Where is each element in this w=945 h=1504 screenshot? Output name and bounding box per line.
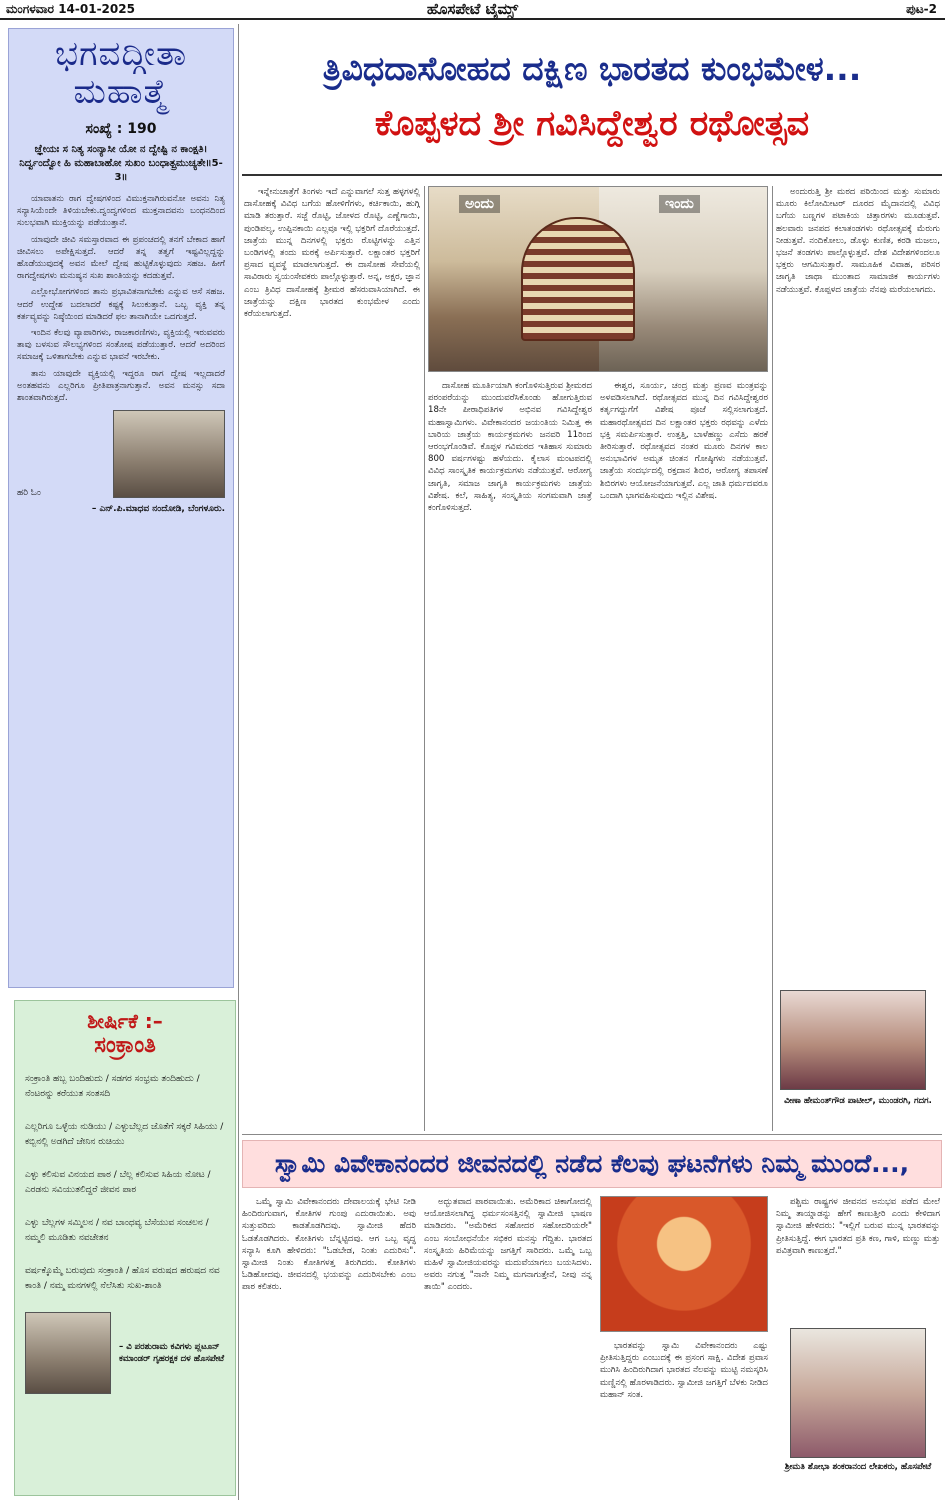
viv-text: ಒಮ್ಮೆ ಸ್ವಾಮಿ ವಿವೇಕಾನಂದರು ದೇವಾಲಯಕ್ಕೆ ಭೇಟಿ ನೀಡಿ ಹಿಂದಿರುಗುವಾಗ, ಕೋತಿಗಳ ಗುಂಪು ಎದುರಾಯಿತು. ಅವು ಸುತ್ತುವರಿದು ಕಾಡತೊಡಗಿದವು. ಸ್ವಾಮೀಜಿ ಹೆದರಿ ಓಡತೊಡಗಿದರು. ಕೋತಿಗಳು ಬೆನ್ನಟ್ಟಿದವು. ಆಗ ಒಬ್ಬ ವೃದ್ಧ ಸನ್ಯಾಸಿ ಕೂಗಿ ಹೇಳಿದರು: "ಓಡಬೇಡ, ನಿಂತು ಎದುರಿಸು". ಸ್ವಾಮೀಜಿ ನಿಂತು ಕೋತಿಗಳತ್ತ ತಿರುಗಿದರು. ಕೋತಿಗಳು ಓಡಿಹೋದವು. ಜೀವನದಲ್ಲಿ ಭಯವನ್ನು ಎದುರಿಸಬೇಕು ಎಂಬ ಪಾಠ ಕಲಿತರು. (242, 1197, 416, 1293)
chariot-photo (428, 186, 768, 372)
column-divider (424, 186, 425, 1131)
gita-title-line1: ಭಗವದ್ಗೀತಾ (54, 34, 188, 74)
main-headline-1: ತ್ರಿವಿಧದಾಸೋಹದ ದಕ್ಷಿಣ ಭಾರತದ ಕುಂಭಮೇಳ... (322, 49, 862, 88)
gita-para: ತಾನು ಯಾವುದೇ ವ್ಯಕ್ತಿಯಲ್ಲಿ ಇದ್ದರೂ ರಾಗ ದ್ವೇಷ ಇಲ್ಲದಾದರೆ ಅಂತಹವನು ಎಲ್ಲರಿಗೂ ಪ್ರೀತಿಪಾತ್ರನಾಗುತ್ತಾನೆ. ಅವನ ಮನಸ್ಸು ಸದಾ ಶಾಂತವಾಗಿರುತ್ತದೆ. (17, 368, 225, 404)
gita-para: ಇಂದಿನ ಕೆಲವು ವ್ಯಾಪಾರಿಗಳು, ರಾಜಕಾರಣಿಗಳು, ವ್ಯಕ್ತಿಯಲ್ಲಿ ಇರುವವರು ತಾವು ಬಳಸುವ ಸೌಲಭ್ಯಗಳಿಂದ ಸಂತೋಷ ಪಡೆಯುತ್ತಾರೆ. ಆದರೆ ಅದರಿಂದ ಸಮಾಜಕ್ಕೆ ಒಳಿತಾಗಬೇಕು ಎನ್ನುವ ಭಾವನೆ ಇರಬೇಕು. (17, 328, 225, 363)
article-text: ಇನ್ನೇನುಚಾತ್ರೆಗೆ ತಿಂಗಳು ಇದೆ ಎನ್ನುವಾಗಲೆ ಸುತ್ತ ಹಳ್ಳಗಳಲ್ಲಿ ದಾಸೋಹಕ್ಕೆ ವಿವಿಧ ಬಗೆಯ ಹೋಳಿಗೆಗಳು, ಕರ್ಚಿಕಾಯಿ, ಹುಗ್ಗಿ ಮಾಡಿ ತರುತ್ತಾರೆ. ಸಜ್ಜೆ ರೊಟ್ಟಿ, ಜೋಳದ ರೊಟ್ಟಿ, ಎಣ್ಣೆಗಾಯಿ, ಪುಂಡಿಪಲ್ಯ, ಉಪ್ಪಿನಕಾಯಿ ಎಲ್ಲವೂ ಇಲ್ಲಿ ಭಕ್ತರಿಗೆ ದೊರೆಯುತ್ತದೆ. ಜಾತ್ರೆಯ ಮುನ್ನ ದಿನಗಳಲ್ಲಿ ಭಕ್ತರು ರೊಟ್ಟಿಗಳನ್ನು ಎತ್ತಿನ ಬಂಡಿಗಳಲ್ಲಿ ತಂದು ಮಠಕ್ಕೆ ಅರ್ಪಿಸುತ್ತಾರೆ. ಲಕ್ಷಾಂತರ ಭಕ್ತರಿಗೆ ಪ್ರಸಾದ ವ್ಯವಸ್ಥೆ ಮಾಡಲಾಗುತ್ತದೆ. ಈ ದಾಸೋಹ ಸೇವೆಯಲ್ಲಿ ಸಾವಿರಾರು ಸ್ವಯಂಸೇವಕರು ಪಾಲ್ಗೊಳ್ಳುತ್ತಾರೆ. ಅನ್ನ, ಅಕ್ಷರ, ಜ್ಞಾನ ಎಂಬ ತ್ರಿವಿಧ ದಾಸೋಹಕ್ಕೆ ಶ್ರೀಮಠ ಹೆಸರುವಾಸಿಯಾಗಿದೆ. ಈ ಜಾತ್ರೆಯನ್ನು ದಕ್ಷಿಣ ಭಾರತದ ಕುಂಭಮೇಳ ಎಂದು ಕರೆಯಲಾಗುತ್ತದೆ. (244, 187, 420, 320)
article-column-1 (244, 186, 420, 1131)
poem-stanza: ಎಳ್ಳು ಕಲಿಸುವ ವಿನಯದ ಪಾಠ / ಬೆಲ್ಲ ಕಲಿಸುವ ಸಿಹಿಯ ನೋಟ / ಎರಡನು ಸವಿಯುತಲಿದ್ದರೆ ಜೀವನ ಪಾಠ (25, 1170, 211, 1195)
viv-text: ಅದ್ಭುತವಾದ ಪಾಠವಾಯಿತು. ಅಮೆರಿಕಾದ ಚಿಕಾಗೋದಲ್ಲಿ ಆಯೋಜಿಸಲಾಗಿದ್ದ ಧರ್ಮಸಂಸತ್ತಿನಲ್ಲಿ ಸ್ವಾಮೀಜಿ ಭಾಷಣ ಮಾಡಿದರು. "ಅಮೆರಿಕದ ಸಹೋದರ ಸಹೋದರಿಯರೇ" ಎಂಬ ಸಂಬೋಧನೆಯೇ ಸಭಿಕರ ಮನಸ್ಸು ಗೆದ್ದಿತು. ಭಾರತದ ಸಂಸ್ಕೃತಿಯ ಹಿರಿಮೆಯನ್ನು ಜಗತ್ತಿಗೆ ಸಾರಿದರು. ಒಮ್ಮೆ ಒಬ್ಬ ಮಹಿಳೆ ಸ್ವಾಮೀಜಿಯವರನ್ನು ಮದುವೆಯಾಗಲು ಬಯಸಿದಳು. ಅವರು ನಗುತ್ತ "ನಾನೇ ನಿಮ್ಮ ಮಗನಾಗುತ್ತೇನೆ, ನೀವು ನನ್ನ ತಾಯಿ" ಎಂದರು. (424, 1197, 592, 1293)
writer-photo (780, 990, 926, 1090)
vivekananda-headline: ಸ್ವಾಮಿ ವಿವೇಕಾನಂದರ ಜೀವನದಲ್ಲಿ ನಡೆದ ಕೆಲವು ಘಟನೆಗಳು ನಿಮ್ಮ ಮುಂದೆ..., (274, 1149, 910, 1178)
viv-column-2 (424, 1196, 592, 1496)
article-text: ಅಂದುರುತ್ತಿ ಶ್ರೀ ಮಠದ ಪಠಿಯಿಂದ ಮತ್ತು ಸುಮಾರು ಮೂರು ಕಿಲೋಮೀಟರ್ ದೂರದ ಮೈದಾನದಲ್ಲಿ ವಿವಿಧ ಬಗೆಯ ಬಣ್ಣಗಳ ಪಟಾಕಿಯ ಚಿತ್ತಾರಗಳು ಮೂಡುತ್ತವೆ. ಹಲವಾರು ಜನಪದ ಕಲಾತಂಡಗಳು ರಥೋತ್ಸವಕ್ಕೆ ಮೆರುಗು ನೀಡುತ್ತವೆ. ನಂದಿಕೋಲು, ಡೊಳ್ಳು ಕುಣಿತ, ಕರಡಿ ಮಜಲು, ಭಜನೆ ತಂಡಗಳು ಪಾಲ್ಗೊಳ್ಳುತ್ತವೆ. ದೇಶ ವಿದೇಶಗಳಿಂದಲೂ ಭಕ್ತರು ಆಗಮಿಸುತ್ತಾರೆ. ಸಾಮೂಹಿಕ ವಿವಾಹ, ಪರಿಸರ ಜಾಗೃತಿ ಜಾಥಾ ಮುಂತಾದ ಸಾಮಾಜಿಕ ಕಾರ್ಯಗಳು ನಡೆಯುತ್ತವೆ. ಕೊಪ್ಪಳದ ಜಾತ್ರೆಯ ನೆನಪು ಮರೆಯಲಾಗದು. (776, 187, 940, 295)
page-number: ಪುಟ-2 (906, 2, 937, 16)
vivekananda-headline-block (242, 1140, 942, 1188)
column-divider (772, 186, 773, 1131)
viv-text: ಪಶ್ಚಿಮ ರಾಷ್ಟ್ರಗಳ ಜೀವನದ ಅನುಭವ ಪಡೆದ ಮೇಲೆ ನಿಮ್ಮ ತಾಯ್ನಾಡನ್ನು ಹೇಗೆ ಕಾಣುತ್ತೀರಿ ಎಂದು ಕೇಳಿದಾಗ ಸ್ವಾಮೀಜಿ ಹೇಳಿದರು: "ಇಲ್ಲಿಗೆ ಬರುವ ಮುನ್ನ ಭಾರತವನ್ನು ಪ್ರೀತಿಸುತ್ತಿದ್ದೆ. ಈಗ ಭಾರತದ ಪ್ರತಿ ಕಣ, ಗಾಳಿ, ಮಣ್ಣು ಮತ್ತು ಪವಿತ್ರವಾಗಿ ಕಾಣುತ್ತದೆ." (776, 1197, 940, 1256)
vivekananda-portrait (600, 1196, 768, 1332)
gita-column (8, 28, 234, 988)
viv-text: ಭಾರತವನ್ನು ಸ್ವಾಮಿ ವಿವೇಕಾನಂದರು ಎಷ್ಟು ಪ್ರೀತಿಸುತ್ತಿದ್ದರು ಎಂಬುದಕ್ಕೆ ಈ ಪ್ರಸಂಗ ಸಾಕ್ಷಿ. ವಿದೇಶ ಪ್ರವಾಸ ಮುಗಿಸಿ ಹಿಂದಿರುಗಿದಾಗ ಭಾರತದ ನೆಲವನ್ನು ಮುಟ್ಟಿ ನಮಸ್ಕರಿಸಿ ಮಣ್ಣಿನಲ್ಲಿ ಹೊರಳಾಡಿದರು. ಸ್ವಾಮೀಜಿ ಜಗತ್ತಿಗೆ ಬೆಳಕು ನೀಡಿದ ಮಹಾನ್ ಸಂತ. (600, 1341, 768, 1400)
poem-title-label: ಶೀರ್ಷಿಕೆ :– (87, 1009, 163, 1033)
gita-number: ಸಂಖ್ಯೆ : 190 (85, 121, 157, 137)
photo-label-then: ಅಂದು (459, 195, 500, 213)
gita-closing: ಹರಿ ಓಂ (17, 488, 41, 499)
page-header (0, 0, 945, 20)
gita-body (17, 193, 225, 404)
photo-label-now: ಇಂದು (659, 195, 700, 213)
poem-stanza: ವರ್ಷಕ್ಕೊಮ್ಮೆ ಬರುವುದು ಸಂಕ್ರಾಂತಿ / ಹೊಸ ವರುಷದ ಹರುಷದ ನವ ಕಾಂತಿ / ನಮ್ಮ ಮನಗಳಲ್ಲಿ ನೆಲೆಸಿತು ಸುಖ-ಶಾಂತಿ (25, 1266, 220, 1291)
article-text: ದಾಸೋಹ ಮೂರ್ತಿಯಾಗಿ ಕಂಗೊಳಿಸುತ್ತಿರುವ ಶ್ರೀಮಠದ ಪರಂಪರೆಯನ್ನು ಮುಂದುವರೆಸಿಕೊಂಡು ಹೋಗುತ್ತಿರುವ 18ನೇ ಪೀಠಾಧಿಪತಿಗಳ ಅಭಿನವ ಗವಿಸಿದ್ದೇಶ್ವರ ಮಹಾಸ್ವಾಮಿಗಳು. ವಿವೇಕಾನಂದರ ಜಯಂತಿಯ ನಿಮಿತ್ತ ಈ ಬಾರಿಯ ಜಾತ್ರೆಯ ಕಾರ್ಯಕ್ರಮಗಳು ಜನವರಿ 11ರಿಂದ ಆರಂಭಗೊಂಡಿವೆ. ಕೊಪ್ಪಳ ಗವಿಮಠದ ಇತಿಹಾಸ ಸುಮಾರು 800 ವರ್ಷಗಳಷ್ಟು ಹಳೆಯದು. ಕೈಲಾಸ ಮಂಟಪದಲ್ಲಿ ವಿವಿಧ ಸಾಂಸ್ಕೃತಿಕ ಕಾರ್ಯಕ್ರಮಗಳು ನಡೆಯುತ್ತವೆ. ಆರೋಗ್ಯ ಜಾಗೃತಿ, ಸಮಾಜ ಜಾಗೃತಿ ಕಾರ್ಯಕ್ರಮಗಳು ಜಾತ್ರೆಯ ವಿಶೇಷ. ಕಲೆ, ಸಾಹಿತ್ಯ, ಸಂಸ್ಕೃತಿಯ ಸಂಗಮವಾಗಿ ಜಾತ್ರೆ ಕಂಗೊಳಿಸುತ್ತದೆ. (428, 381, 592, 514)
author-photo (113, 410, 225, 498)
gita-title-line2: ಮಹಾತ್ಮೆ (73, 72, 169, 112)
poem-box (14, 1000, 236, 1496)
poem-stanza: ಎಲ್ಲರಿಗೂ ಒಳ್ಳೆಯ ನುಡಿಯು / ಎಳ್ಳುಬೆಲ್ಲದ ಜೊತೆಗೆ ಸಕ್ಕರೆ ಸಿಹಿಯು / ಕಬ್ಬಿನಲ್ಲಿ ಅಡಗಿದೆ ಜೇನಿನ ರುಚಿಯು (25, 1122, 224, 1147)
gita-author: – ಎನ್.ಪಿ.ಮಾಧವ ನಂದೋಡಿ, ಬೆಂಗಳೂರು. (91, 504, 225, 515)
viv-column-1 (242, 1196, 416, 1496)
article-author: ವೀಣಾ ಹೇಮಂತ್‌ಗೌಡ ಪಾಟೀಲ್, ಮುಂಡರಗಿ, ಗದಗ. (784, 1096, 932, 1106)
main-headline-block (242, 30, 942, 176)
poem-stanza: ಸಂಕ್ರಾಂತಿ ಹಬ್ಬ ಬಂದಿಹುದು / ಸಡಗರ ಸಂಭ್ರಮ ತಂದಿಹುದು / ನೆಂಟರನ್ನು ಕರೆಯುತ ಸಂತಸದಿ (25, 1074, 200, 1099)
article-text: ಈಶ್ವರ, ಸೂರ್ಯ, ಚಂದ್ರ ಮತ್ತು ಪ್ರಣವ ಮಂತ್ರವನ್ನು ಅಳವಡಿಸಲಾಗಿದೆ. ರಥೋತ್ಸವದ ಮುನ್ನ ದಿನ ಗವಿಸಿದ್ದೇಶ್ವರರ ಕರ್ತೃಗದ್ದುಗೆಗೆ ವಿಶೇಷ ಪೂಜೆ ಸಲ್ಲಿಸಲಾಗುತ್ತದೆ. ಮಹಾರಥೋತ್ಸವದ ದಿನ ಲಕ್ಷಾಂತರ ಭಕ್ತರು ರಥವನ್ನು ಎಳೆದು ಭಕ್ತಿ ಸಮರ್ಪಿಸುತ್ತಾರೆ. ಉತ್ತತ್ತಿ, ಬಾಳೆಹಣ್ಣು ಎಸೆದು ಹರಕೆ ತೀರಿಸುತ್ತಾರೆ. ರಥೋತ್ಸವದ ನಂತರ ಮೂರು ದಿನಗಳ ಕಾಲ ಅನುಭಾವಿಗಳ ಅಮೃತ ಚಿಂತನ ಗೋಷ್ಠಿಗಳು ನಡೆಯುತ್ತವೆ. ಜಾತ್ರೆಯ ಸಂದರ್ಭದಲ್ಲಿ ರಕ್ತದಾನ ಶಿಬಿರ, ಆರೋಗ್ಯ ತಪಾಸಣೆ ಶಿಬಿರಗಳು ಆಯೋಜನೆಯಾಗುತ್ತವೆ. ಎಲ್ಲ ಜಾತಿ ಧರ್ಮದವರೂ ಒಂದಾಗಿ ಭಾಗವಹಿಸುವುದು ಇಲ್ಲಿನ ವಿಶೇಷ. (600, 381, 768, 501)
main-headline-2: ಕೊಪ್ಪಳದ ಶ್ರೀ ಗವಿಸಿದ್ದೇಶ್ವರ ರಥೋತ್ಸವ (374, 104, 810, 144)
article-column-4 (776, 186, 940, 981)
gita-para: ಯಾವುದೇ ಜೀವಿ ಸಮಸ್ತಾರವಾದ ಈ ಪ್ರಪಂಚದಲ್ಲಿ ತನಗೆ ಬೇಕಾದ ಹಾಗೆ ಜೀವಿಸಲು ಅಪೇಕ್ಷಿಸುತ್ತದೆ. ಆದರೆ ತನ್ನ ತತ್ವಗೆ ಇಷ್ಟವಿಲ್ಲದ್ದನ್ನು ಹೊಡೆಯುವುದಕ್ಕೆ ಅವನ ಮೇಲೆ ದ್ವೇಷ ಹುಟ್ಟಿಕೊಳ್ಳುವುದು ಸಹಜ. ಹೀಗೆ ರಾಗದ್ವೇಷಗಳು ಮನುಷ್ಯನ ಸುಖ ಶಾಂತಿಯನ್ನು ಕದಡುತ್ತವೆ. (17, 234, 225, 282)
viv-writer-photo (790, 1328, 926, 1458)
gita-para: ಎಲ್ಲೋಭೋಗಗಳಿಂದ ತಾನು ಪ್ರಭಾವಿತನಾಗಬೇಕು ಎನ್ನುವ ಆಸೆ ಸಹಜ. ಆದರೆ ಉದ್ದೇಶ ಬದಲಾದರೆ ಕಷ್ಟಕ್ಕೆ ಸಿಲುಕುತ್ತಾನೆ. ಒಬ್ಬ ವ್ಯಕ್ತಿ ತನ್ನ ಕರ್ತವ್ಯವನ್ನು ನಿಷ್ಠೆಯಿಂದ ಮಾಡಿದರೆ ಫಲ ತಾನಾಗಿಯೇ ಒದಗುತ್ತದೆ. (17, 287, 225, 322)
poem-title: ಸಂಕ್ರಾಂತಿ (94, 1033, 156, 1058)
article-column-2 (428, 380, 592, 1131)
section-divider (242, 1134, 942, 1135)
gita-shloka: ಜ್ಞೇಯಃ ಸ ನಿತ್ಯ ಸಂನ್ಯಾಸೀ ಯೋ ನ ದ್ವೇಷ್ಟಿ ನ ಕಾಂಕ್ಷತಿ। ನಿರ್ದ್ವಂದ್ವೋ ಹಿ ಮಹಾಬಾಹೋ ಸುಖಂ ಬಂಧಾತ್ಪ್ರಮುಚ್ಯತೇ॥5-3॥ (19, 144, 223, 183)
poet-photo (25, 1312, 111, 1394)
chariot-dome (521, 217, 635, 341)
masthead: ಹೊಸಪೇಟೆ ಟೈಮ್ಸ್ (426, 0, 519, 18)
viv-column-3 (600, 1340, 768, 1496)
viv-column-4 (776, 1196, 940, 1320)
article-column-3 (600, 380, 768, 1131)
issue-date: ಮಂಗಳವಾರ 14-01-2025 (6, 2, 135, 16)
column-divider (238, 24, 239, 1500)
poem-stanza: ಎಳ್ಳು ಬೆಲ್ಲಗಳ ಸಮ್ಮಿಲನ / ನವ ಬಾಂಧವ್ಯ ಬೆಸೆಯುವ ಸಂಚಲನ / ನಮ್ಮಲಿ ಮೂಡಿತು ನವಚೇತನ (25, 1218, 209, 1243)
poem-author: – ವಿ ಪರಶುರಾಮ ಕವಿಗಳು ಪ್ಲಟೂನ್ ಕಮಾಂಡರ್ ಗೃಹರಕ್ಷಕ ದಳ ಹೊಸಪೇಟೆ (119, 1342, 225, 1364)
gita-para: ಯಾವಾತನು ರಾಗ ದ್ವೇಷಗಳಿಂದ ವಿಮುಕ್ತನಾಗಿರುವನೋ ಅವನು ನಿತ್ಯ ಸನ್ಯಾಸಿಯೆಂದೇ ತಿಳಿಯಬೇಕು.ದ್ವಂದ್ವಗಳಿಂದ ಮುಕ್ತನಾದವನು ಬಂಧನದಿಂದ ಸುಲಭವಾಗಿ ಮುಕ್ತಿಯನ್ನು ಪಡೆಯುತ್ತಾನೆ. (17, 194, 225, 229)
viv-author: ಶ್ರೀಮತಿ ಶೋಭಾ ಶಂಕರಾನಂದ ಲೇಖಕರು, ಹೊಸಪೇಟೆ (784, 1462, 932, 1472)
